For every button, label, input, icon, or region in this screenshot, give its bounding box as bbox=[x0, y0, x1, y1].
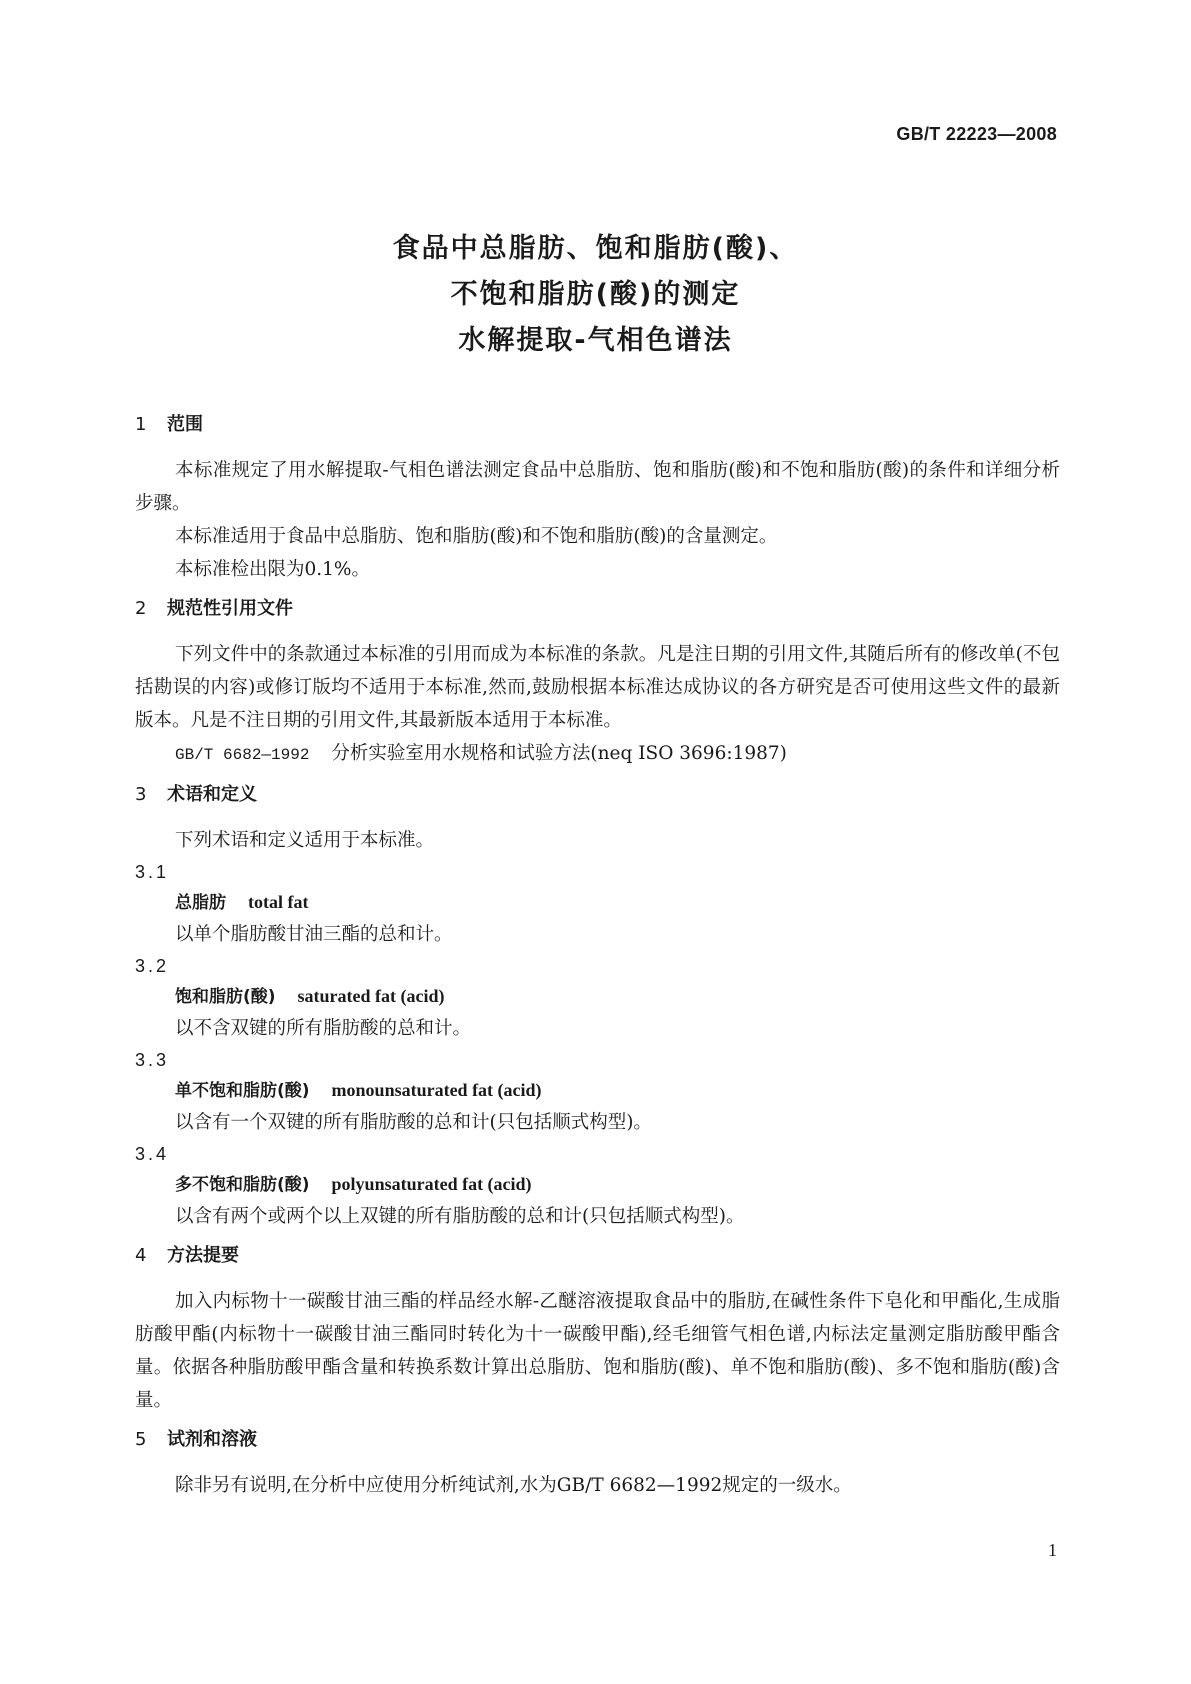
page-number: 1 bbox=[1048, 1540, 1057, 1560]
title-line-1: 食品中总脂肪、饱和脂肪(酸)、 bbox=[392, 233, 799, 264]
section-title: 范围 bbox=[167, 414, 203, 435]
term-name bbox=[135, 1169, 1060, 1200]
document-body bbox=[135, 410, 1060, 1502]
section-title: 术语和定义 bbox=[167, 784, 257, 805]
section-heading-reagents bbox=[135, 1425, 1060, 1455]
term-number: 3.4 bbox=[135, 1144, 170, 1164]
term-entry bbox=[135, 1045, 1060, 1139]
term-definition: 以含有一个双键的所有脂肪酸的总和计(只包括顺式构型)。 bbox=[175, 1112, 652, 1133]
term-definition: 以含有两个或两个以上双键的所有脂肪酸的总和计(只包括顺式构型)。 bbox=[175, 1206, 745, 1227]
reference-title: 分析实验室用水规格和试验方法(neq ISO 3696:1987) bbox=[331, 743, 787, 764]
section-title: 规范性引用文件 bbox=[167, 598, 293, 619]
term-name-cn: 多不饱和脂肪(酸) bbox=[175, 1175, 310, 1195]
term-name-en: monounsaturated fat (acid) bbox=[331, 1080, 542, 1100]
reference-code: GB/T 6682—1992 bbox=[175, 746, 310, 764]
section-heading-normative-references bbox=[135, 594, 1060, 624]
title-line-2: 不饱和脂肪(酸)的测定 bbox=[450, 279, 741, 310]
section-heading-scope bbox=[135, 410, 1060, 440]
term-name bbox=[135, 887, 1060, 918]
section-number: 3 bbox=[135, 784, 147, 805]
section-title: 方法提要 bbox=[167, 1245, 239, 1266]
term-name bbox=[135, 1075, 1060, 1106]
paragraph: 除非另有说明,在分析中应使用分析纯试剂,水为GB/T 6682—1992规定的一级水。 bbox=[175, 1475, 852, 1496]
section-heading-method-summary bbox=[135, 1241, 1060, 1271]
document-title bbox=[0, 226, 1191, 364]
paragraph: 本标准适用于食品中总脂肪、饱和脂肪(酸)和不饱和脂肪(酸)的含量测定。 bbox=[175, 526, 778, 547]
term-entry bbox=[135, 1139, 1060, 1233]
term-entry bbox=[135, 951, 1060, 1045]
section-number: 4 bbox=[135, 1245, 147, 1266]
standard-code: GB/T 22223—2008 bbox=[896, 124, 1057, 144]
term-name-cn: 饱和脂肪(酸) bbox=[175, 987, 276, 1007]
term-name-en: saturated fat (acid) bbox=[297, 986, 445, 1006]
reference-entry bbox=[135, 737, 1060, 772]
term-name-en: total fat bbox=[248, 892, 309, 912]
term-entry bbox=[135, 857, 1060, 951]
term-name-cn: 总脂肪 bbox=[175, 893, 226, 913]
title-line-3: 水解提取-气相色谱法 bbox=[458, 325, 733, 356]
paragraph: 本标准规定了用水解提取-气相色谱法测定食品中总脂肪、饱和脂肪(酸)和不饱和脂肪(酸)的条件和详细分析步骤。 bbox=[135, 460, 1060, 514]
term-name-en: polyunsaturated fat (acid) bbox=[331, 1174, 532, 1194]
term-number: 3.1 bbox=[135, 862, 170, 882]
term-definition: 以单个脂肪酸甘油三酯的总和计。 bbox=[175, 924, 453, 945]
paragraph: 加入内标物十一碳酸甘油三酯的样品经水解-乙醚溶液提取食品中的脂肪,在碱性条件下皂化和甲酯化,生成脂肪酸甲酯(内标物十一碳酸甘油三酯同时转化为十一碳酸甲酯),经毛细管气相色谱,内标法定量测定脂肪酸甲酯含量。依据各种脂肪酸甲酯含量和转换系数计算出总脂肪、饱和脂肪(酸)、单不饱和脂肪(酸)、多不饱和脂肪(酸)含量。 bbox=[135, 1291, 1060, 1411]
paragraph: 本标准检出限为0.1%。 bbox=[175, 559, 371, 580]
section-heading-terms bbox=[135, 780, 1060, 810]
paragraph: 下列文件中的条款通过本标准的引用而成为本标准的条款。凡是注日期的引用文件,其随后所有的修改单(不包括勘误的内容)或修订版均不适用于本标准,然而,鼓励根据本标准达成协议的各方研究是否可使用这些文件的最新版本。凡是不注日期的引用文件,其最新版本适用于本标准。 bbox=[135, 644, 1060, 731]
term-name-cn: 单不饱和脂肪(酸) bbox=[175, 1081, 310, 1101]
term-number: 3.3 bbox=[135, 1050, 170, 1070]
section-number: 5 bbox=[135, 1429, 147, 1450]
paragraph: 下列术语和定义适用于本标准。 bbox=[175, 830, 435, 851]
section-number: 2 bbox=[135, 598, 147, 619]
term-definition: 以不含双键的所有脂肪酸的总和计。 bbox=[175, 1018, 472, 1039]
term-number: 3.2 bbox=[135, 956, 170, 976]
section-number: 1 bbox=[135, 414, 147, 435]
term-name bbox=[135, 981, 1060, 1012]
section-title: 试剂和溶液 bbox=[167, 1429, 257, 1450]
